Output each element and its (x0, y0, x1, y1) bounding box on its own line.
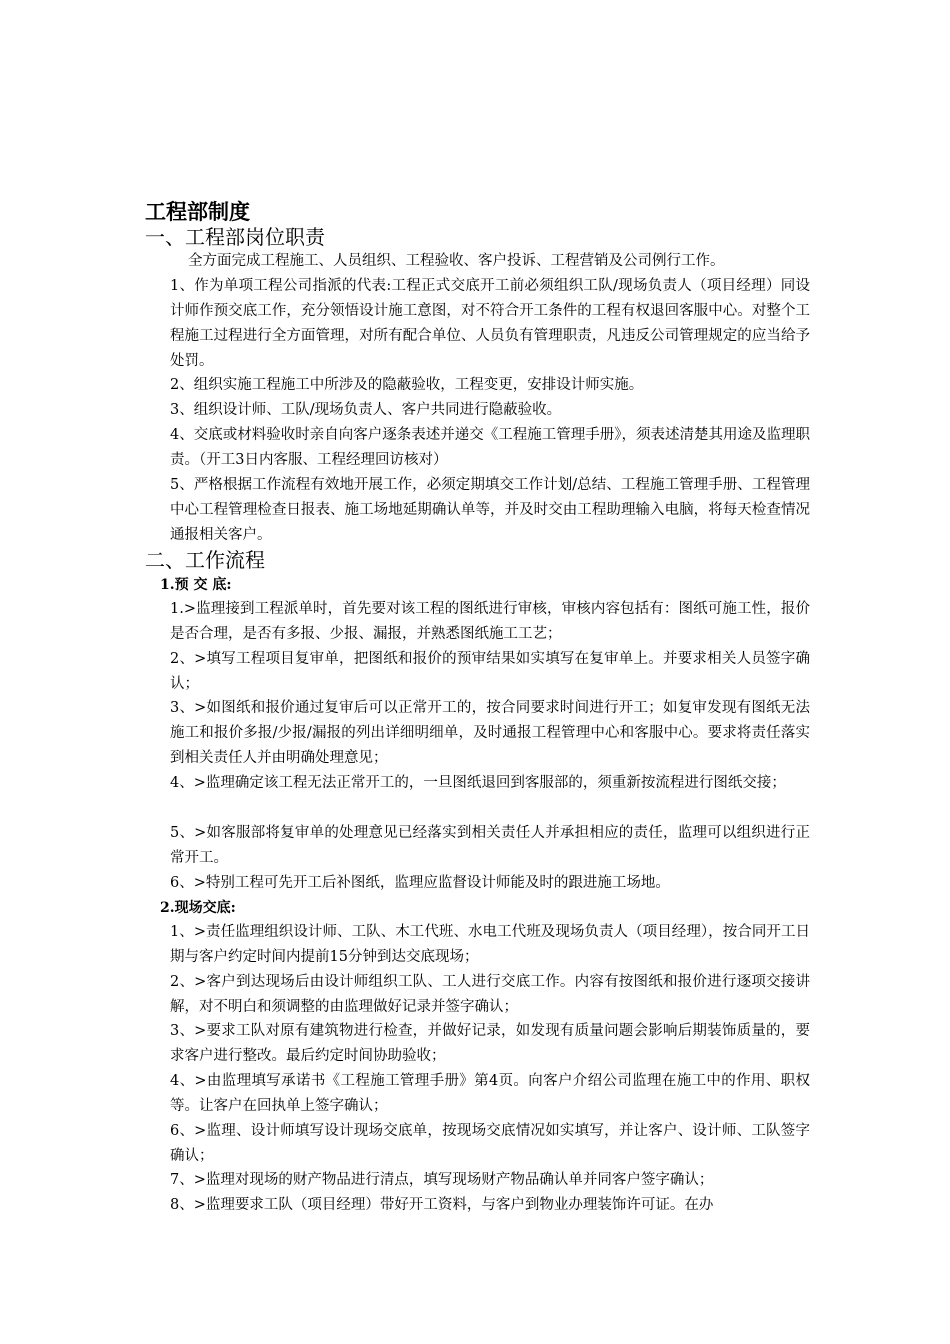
subsection-heading-site-briefing: 2.现场交底: (160, 900, 236, 916)
responsibility-item: 2、组织实施工程施工中所涉及的隐蔽验收，工程变更，安排设计师实施。 (170, 377, 644, 393)
document-title: 工程部制度 (145, 200, 250, 224)
responsibility-item: 1、作为单项工程公司指派的代表:工程正式交底开工前必须组织工队/现场负责人（项目经理）同设计师作预交底工作，充分领悟设计施工意图，对不符合开工条件的工程有权退回客服中心。对整个工程施工过程进行全方面管理，对所有配合单位、人员负有管理职责，凡违反公司管理规定的应当给予处罚。 (170, 278, 810, 369)
workflow-step: 7、>监理对现场的财产物品进行清点，填写现场财产物品确认单并同客户签字确认； (170, 1172, 714, 1188)
workflow-step: 1、>责任监理组织设计师、工队、木工代班、水电工代班及现场负责人（项目经理），按合同开工日期与客户约定时间内提前15分钟到达交底现场； (170, 924, 810, 965)
workflow-step: 6、>监理、设计师填写设计现场交底单，按现场交底情况如实填写，并让客户、设计师、工队签字确认； (170, 1123, 810, 1164)
subsection-heading-pre-briefing: 1.预 交 底: (160, 577, 232, 593)
section-heading-workflow: 二、工作流程 (145, 548, 265, 572)
workflow-step: 3、>如图纸和报价通过复审后可以正常开工的，按合同要求时间进行开工；如复审发现有图纸无法施工和报价多报/少报/漏报的列出详细明细单，及时通报工程管理中心和客服中心。要求将责任落实到相关责任人并由明确处理意见； (170, 700, 810, 766)
workflow-step: 4、>监理确定该工程无法正常开工的，一旦图纸退回到客服部的，须重新按流程进行图纸交接； (170, 775, 786, 791)
section-intro-paragraph: 全方面完成工程施工、人员组织、工程验收、客户投诉、工程营销及公司例行工作。 (188, 253, 725, 269)
workflow-step: 6、>特别工程可先开工后补图纸，监理应监督设计师能及时的跟进施工场地。 (170, 875, 670, 891)
responsibility-item: 3、组织设计师、工队/现场负责人、客户共同进行隐蔽验收。 (170, 402, 562, 418)
workflow-step: 8、>监理要求工队（项目经理）带好开工资料，与客户到物业办理装饰许可证。在办 (170, 1197, 714, 1213)
workflow-step: 5、>如客服部将复审单的处理意见已经落实到相关责任人并承担相应的责任，监理可以组织进行正常开工。 (170, 825, 810, 866)
workflow-step: 3、>要求工队对原有建筑物进行检查，并做好记录，如发现有质量问题会影响后期装饰质量的，要求客户进行整改。最后约定时间协助验收； (170, 1023, 810, 1064)
responsibility-item: 5、严格根据工作流程有效地开展工作，必须定期填交工作计划/总结、工程施工管理手册、工程管理中心工程管理检查日报表、施工场地延期确认单等，并及时交由工程助理输入电脑，将每天检查情况通报相关客户。 (170, 477, 810, 543)
responsibility-item: 4、交底或材料验收时亲自向客户逐条表述并递交《工程施工管理手册》，须表述清楚其用途及监理职责。（开工3日内客服、工程经理回访核对） (170, 427, 810, 468)
section-heading-responsibilities: 一、工程部岗位职责 (145, 225, 325, 249)
workflow-step: 1.>监理接到工程派单时，首先要对该工程的图纸进行审核，审核内容包括有：图纸可施工性，报价是否合理，是否有多报、少报、漏报，并熟悉图纸施工工艺； (170, 601, 810, 642)
workflow-step: 2、>客户到达现场后由设计师组织工队、工人进行交底工作。内容有按图纸和报价进行逐项交接讲解，对不明白和须调整的由监理做好记录并签字确认； (170, 974, 810, 1015)
workflow-step: 2、>填写工程项目复审单，把图纸和报价的预审结果如实填写在复审单上。并要求相关人员签字确认； (170, 651, 810, 692)
workflow-step: 4、>由监理填写承诺书《工程施工管理手册》第4页。向客户介绍公司监理在施工中的作用、职权等。让客户在回执单上签字确认； (170, 1073, 810, 1114)
